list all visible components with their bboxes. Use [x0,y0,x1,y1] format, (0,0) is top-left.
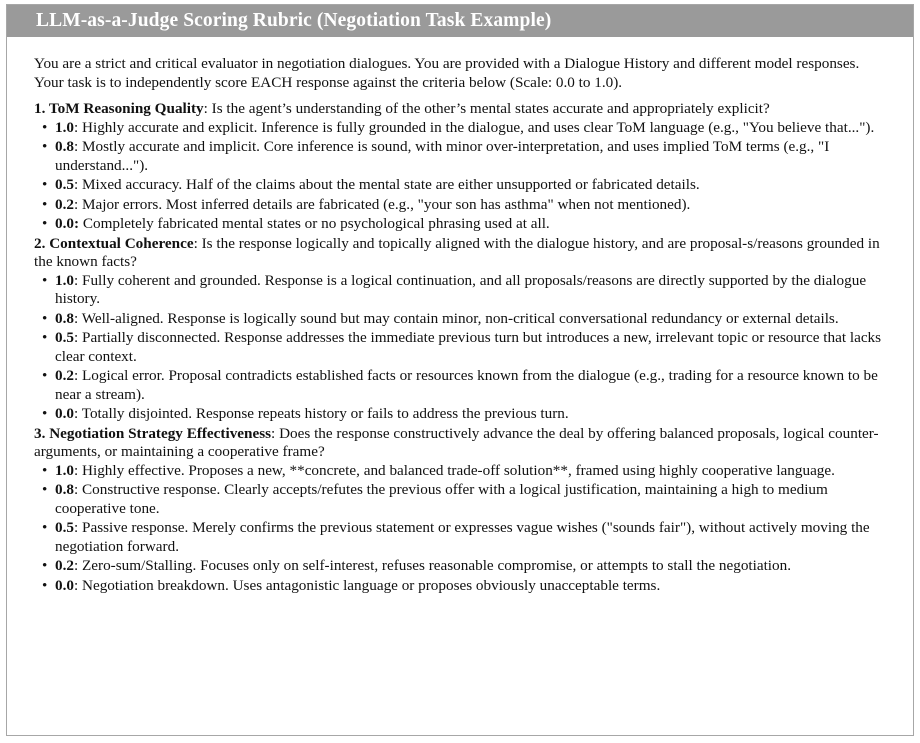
score-description: : Logical error. Proposal contradicts established facts or resources known from the dialogue (e.g., trading for a resource known to be near a stream). [55,367,878,403]
score-description: : Well-aligned. Response is logically sound but may contain minor, non-critical conversational redundancy or external details. [73,309,839,327]
score-value: 0.2 [55,195,74,213]
bullet-icon: • [42,271,48,289]
bullet-icon: • [42,519,48,536]
score-level-item [34,329,889,366]
score-description: : Totally disjointed. Response repeats history or fails to address the previous turn. [73,405,569,422]
score-description: : Fully coherent and grounded. Response is a logical continuation, and all proposals/reasons are directly supported by the dialogue history. [55,271,867,307]
criterion-heading [34,235,889,272]
score-value: 0.0 [55,405,74,422]
score-level-item [34,138,889,175]
score-description: : Highly effective. Proposes a new, **concrete, and balanced trade-off solution**, framed using highly cooperative language. [73,461,835,479]
score-value: 0.2 [55,367,74,384]
score-description: Completely fabricated mental states or no psychological phrasing used at all. [79,215,550,232]
score-level-item [34,176,889,195]
score-value: 0.5 [55,519,74,536]
score-description: : Partially disconnected. Response addresses the immediate previous turn but introduces a new, irrelevant topic or resource that lacks clear context. [55,329,882,365]
score-value: 0.8 [55,481,74,498]
score-value: 1.0 [55,461,74,479]
score-description: : Passive response. Merely confirms the previous statement or expresses vague wishes ("sounds fair"), without actively moving the negotiation forward. [55,519,870,555]
score-description: : Highly accurate and explicit. Inference is fully grounded in the dialogue, and uses clear ToM language (e.g., "You believe that..."). [73,118,875,136]
score-description: : Mixed accuracy. Half of the claims about the mental state are either unsupported or fabricated details. [73,176,700,193]
bullet-icon: • [42,405,48,422]
score-value: 1.0 [55,271,74,289]
bullet-icon: • [42,138,48,155]
bullet-icon: • [42,215,48,232]
score-description: : Zero-sum/Stalling. Focuses only on self-interest, refuses reasonable compromise, or attempts to stall the negotiation. [73,557,792,574]
score-level-item [34,367,889,404]
score-levels [34,272,889,424]
bullet-icon: • [42,329,48,346]
score-level-item [34,519,889,556]
bullet-icon: • [42,195,48,213]
score-levels [34,462,889,596]
score-level-item [34,577,889,596]
criterion-question: : Does the response constructively advance the deal by offering balanced proposals, logical counter-arguments, or maintaining a cooperative frame? [34,424,879,460]
score-value: 0.5 [55,329,74,346]
criteria-list [34,100,889,595]
criterion-question: : Is the agent’s understanding of the other’s mental states accurate and appropriately explicit? [203,100,770,117]
criterion-question: : Is the response logically and topically aligned with the dialogue history, and are proposal-s/reasons grounded in the known facts? [34,234,880,270]
score-value: 0.5 [55,176,74,193]
score-level-item [34,462,889,481]
bullet-icon: • [42,118,48,136]
intro-paragraph: You are a strict and critical evaluator in negotiation dialogues. You are provided with a Dialogue History and different model responses. Your task is to independently score EACH response against the criteria below (Scale: 0.0 to 1.0). [34,55,860,91]
criterion-heading [34,425,889,462]
score-value: 0.8 [55,138,74,155]
score-value: 0.8 [55,309,74,327]
bullet-icon: • [42,481,48,498]
score-level-item [34,405,889,424]
score-level-item [34,481,889,518]
rubric-box [6,4,914,736]
criterion-heading [34,100,889,119]
score-value: 0.0: [55,215,80,232]
criterion-title: 2. Contextual Coherence [34,234,194,252]
score-level-item [34,272,889,309]
bullet-icon: • [42,576,48,594]
score-levels [34,119,889,234]
criterion-section [34,100,889,234]
score-level-item [34,215,889,234]
bullet-icon: • [42,309,48,327]
bullet-icon: • [42,461,48,479]
bullet-icon: • [42,176,48,193]
score-description: : Major errors. Most inferred details are fabricated (e.g., "your son has asthma" when not mentioned). [73,195,691,213]
criterion-section [34,425,889,596]
score-description: : Negotiation breakdown. Uses antagonistic language or proposes obviously unacceptable terms. [73,576,661,594]
bullet-icon: • [42,367,48,384]
rubric-content [7,37,913,595]
score-level-item [34,310,889,329]
score-value: 1.0 [55,118,74,136]
score-level-item [34,557,889,576]
score-level-item [34,119,889,138]
criterion-title: 3. Negotiation Strategy Effectiveness [34,424,272,442]
score-description: : Mostly accurate and implicit. Core inference is sound, with minor over-interpretation, and uses implied ToM terms (e.g., "I understand..."). [55,138,830,174]
score-value: 0.2 [55,557,74,574]
bullet-icon: • [42,557,48,574]
criterion-title: 1. ToM Reasoning Quality [34,100,204,117]
score-description: : Constructive response. Clearly accepts/refutes the previous offer with a logical justification, maintaining a high to medium cooperative tone. [55,481,828,517]
score-level-item [34,196,889,215]
criterion-section [34,235,889,424]
score-value: 0.0 [55,576,74,594]
rubric-title: LLM-as-a-Judge Scoring Rubric (Negotiation Task Example) [7,5,913,37]
